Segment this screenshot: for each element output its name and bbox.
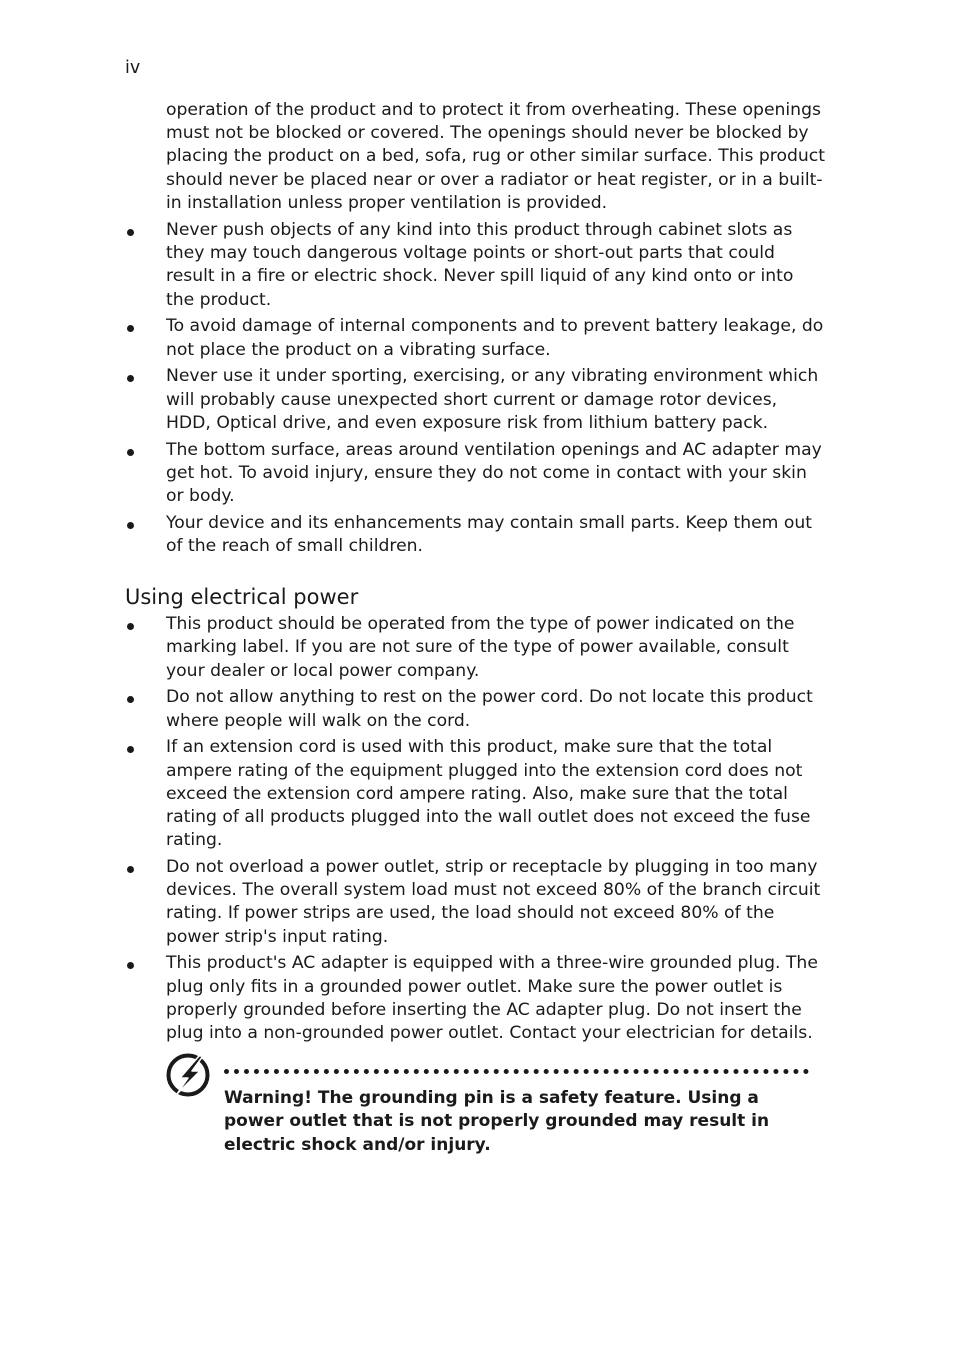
list-item bbox=[125, 952, 825, 1045]
list-item-text: This product should be operated from the type of power indicated on the marking label. If you are not sure of the type of power available, consult your dealer or local power company. bbox=[166, 614, 795, 681]
bullet-icon bbox=[127, 375, 134, 382]
bullet-icon bbox=[127, 449, 134, 456]
bullet-icon bbox=[127, 962, 134, 969]
dotted-divider bbox=[224, 1069, 809, 1074]
list-item-text: Never use it under sporting, exercising, or any vibrating environment which will probably cause unexpected short current or damage rotor devices, HDD, Optical drive, and even exposure risk from lithium battery pack. bbox=[166, 366, 819, 433]
list-item-text: To avoid damage of internal components and to prevent battery leakage, do not place the product on a vibrating surface. bbox=[166, 316, 824, 360]
page-number: iv bbox=[125, 58, 141, 78]
list-item-text: Never push objects of any kind into this product through cabinet slots as they may touch dangerous voltage points or short-out parts that could result in a fire or electric shock. Never spill liquid of any kind onto or into the product. bbox=[166, 220, 794, 310]
list-item bbox=[125, 365, 825, 435]
bullet-icon bbox=[127, 696, 134, 703]
list-item-text: Do not overload a power outlet, strip or receptacle by plugging in too many devices. The overall system load must not exceed 80% of the branch circuit rating. If power strips are used, the load should not exceed 80% of the power strip's input rating. bbox=[166, 857, 821, 947]
lightning-warning-icon bbox=[166, 1051, 214, 1099]
list-item-text: This product's AC adapter is equipped with a three-wire grounded plug. The plug only fits in a grounded power outlet. Make sure the power outlet is properly grounded before inserting the AC adapter plug. Do not insert the plug into a non-grounded power outlet. Contact your electrician for details. bbox=[166, 953, 818, 1044]
bullet-icon bbox=[127, 623, 134, 630]
list-item bbox=[125, 315, 825, 361]
list-item bbox=[125, 686, 825, 732]
bullet-icon bbox=[127, 866, 134, 873]
list-item bbox=[125, 856, 825, 949]
document-body bbox=[125, 99, 825, 1161]
intro-paragraph: operation of the product and to protect it from overheating. These openings must not be blocked or covered. The openings should never be blocked by placing the product on a bed, sofa, rug or other similar surface. This product should never be placed near or over a radiator or heat register, or in a built-in installation unless proper ventilation is provided. bbox=[166, 100, 825, 213]
list-item bbox=[125, 219, 825, 312]
list-item bbox=[125, 439, 825, 509]
bullet-icon bbox=[127, 229, 134, 236]
warning-text: Warning! The grounding pin is a safety feature. Using a power outlet that is not properly grounded may result in electric shock and/or injury. bbox=[224, 1088, 770, 1155]
power-bullet-list bbox=[125, 613, 825, 1045]
section-heading: Using electrical power bbox=[125, 585, 359, 610]
list-item-text: Do not allow anything to rest on the power cord. Do not locate this product where people will walk on the cord. bbox=[166, 687, 813, 731]
bullet-icon bbox=[127, 522, 134, 529]
warning-box bbox=[125, 1051, 825, 1161]
list-item bbox=[125, 736, 825, 852]
list-item bbox=[125, 512, 825, 558]
list-item-text: If an extension cord is used with this product, make sure that the total ampere rating of the equipment plugged into the extension cord does not exceed the extension cord ampere rating. Also, make sure that the total rating of all products plugged into the wall outlet does not exceed the fuse rating. bbox=[166, 737, 811, 851]
list-item bbox=[125, 613, 825, 683]
bullet-icon bbox=[127, 325, 134, 332]
list-item-text: The bottom surface, areas around ventilation openings and AC adapter may get hot. To avoid injury, ensure they do not come in contact with your skin or body. bbox=[166, 439, 822, 507]
list-item-text: Your device and its enhancements may contain small parts. Keep them out of the reach of small children. bbox=[166, 512, 813, 557]
safety-bullet-list bbox=[125, 219, 825, 558]
bullet-icon bbox=[127, 746, 134, 753]
